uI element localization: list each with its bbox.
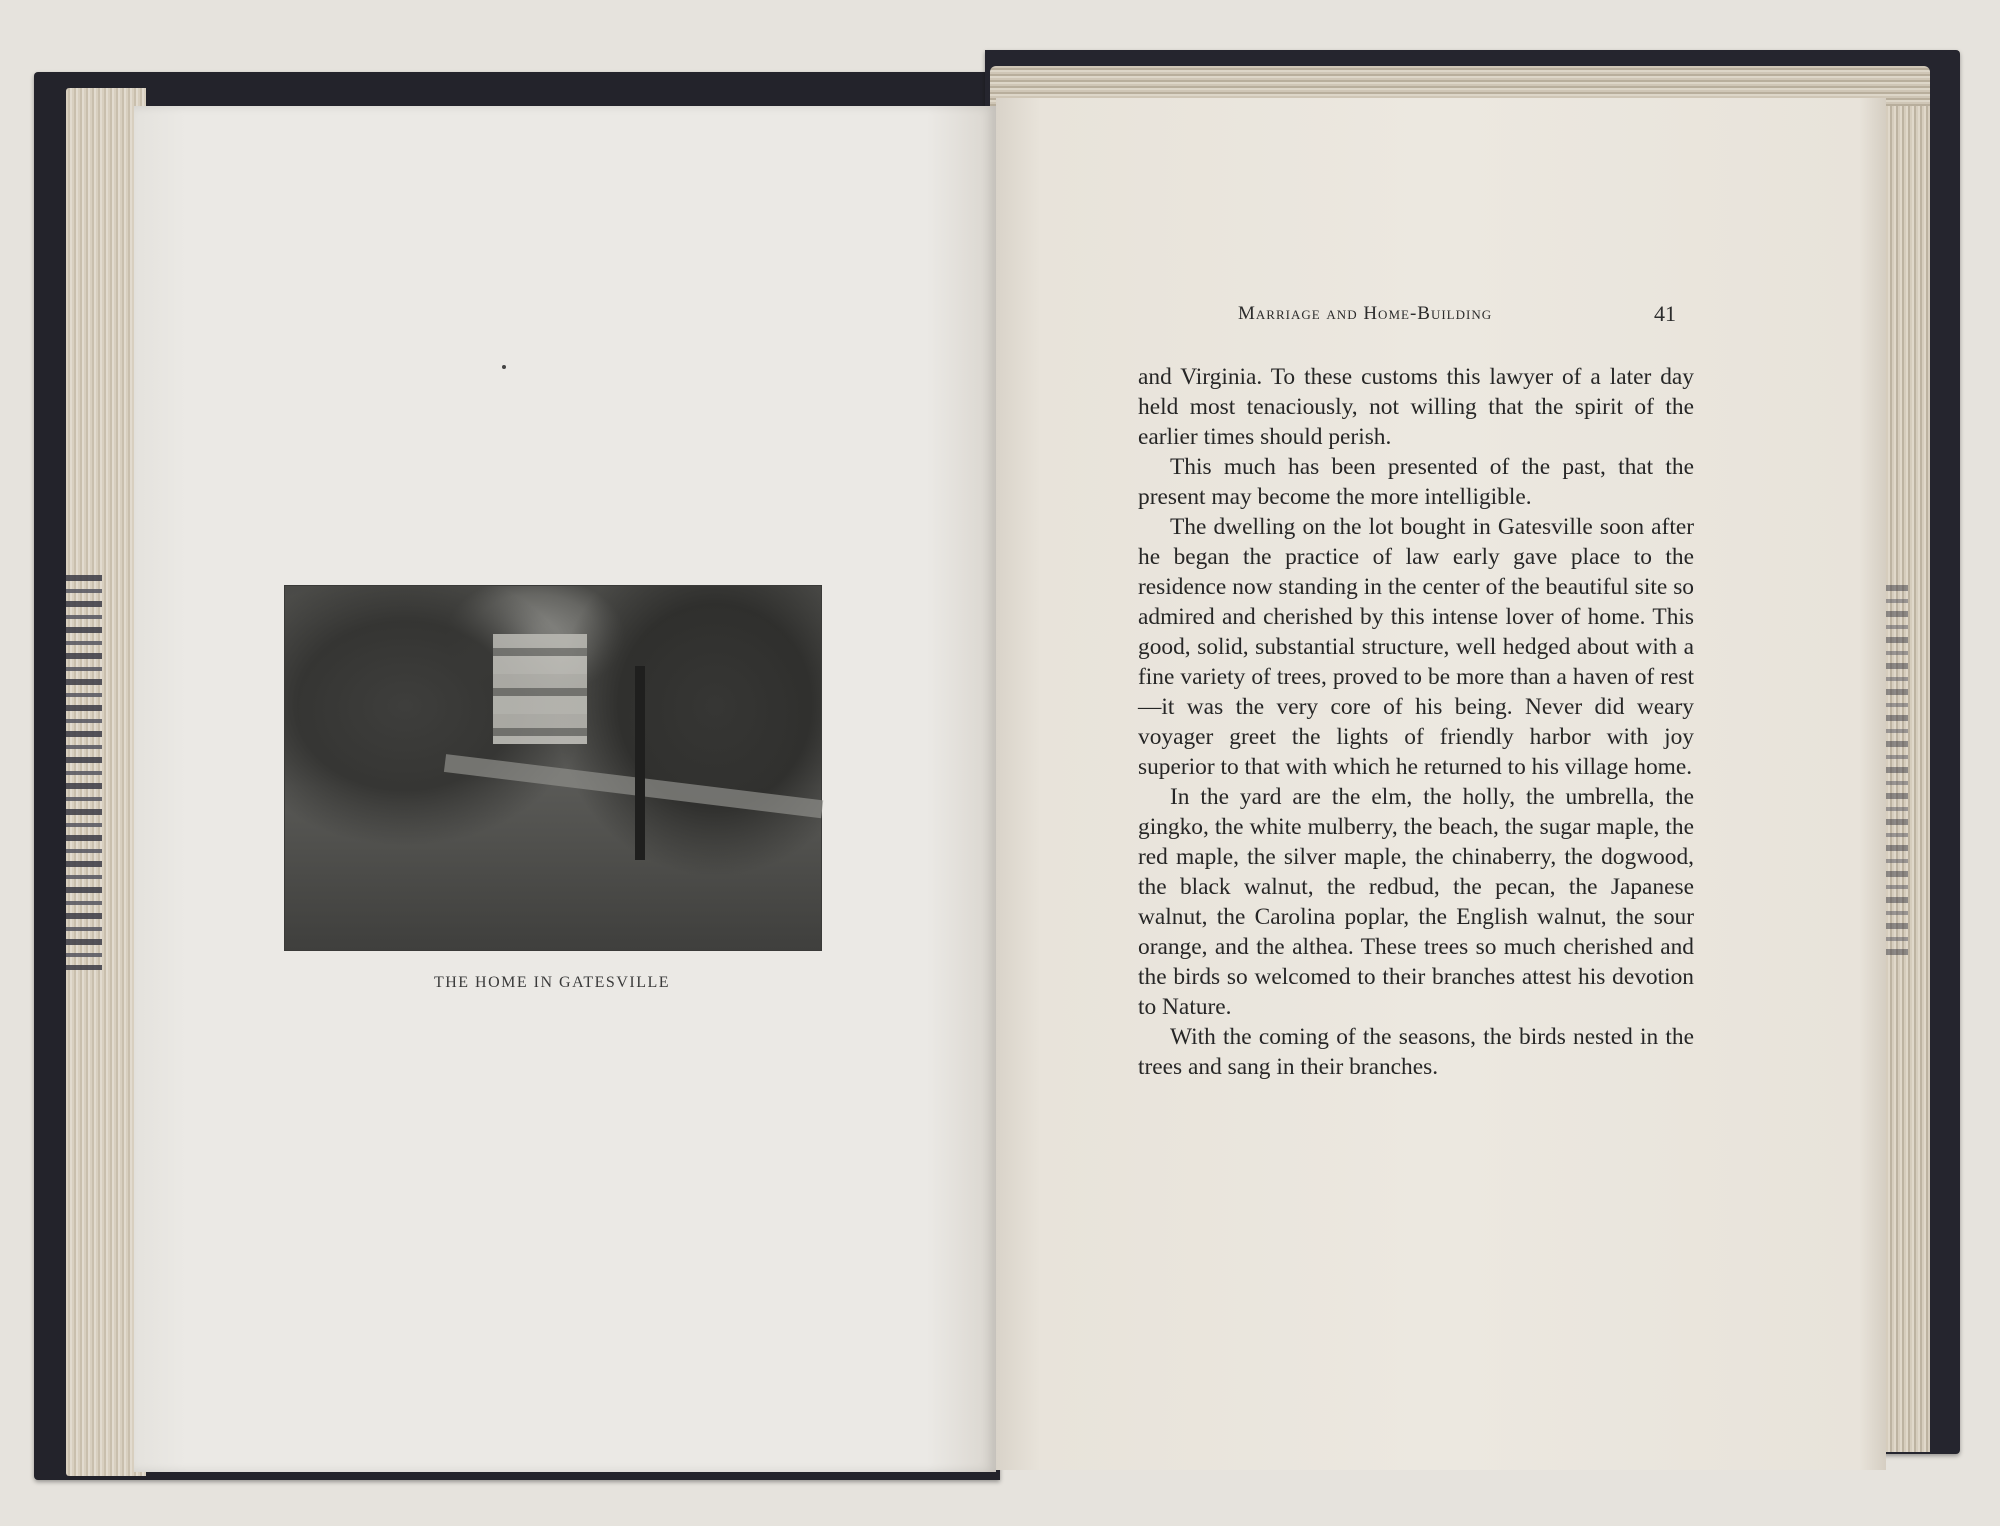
home-photo [284, 585, 822, 951]
page-speck [502, 365, 506, 369]
paragraph: In the yard are the elm, the holly, the umbrella, the gingko, the white mulberry, the beach, the sugar maple, the red maple, the silver maple, the chinaberry, the dogwood, the black walnut, the redbud, the pecan, the Japanese walnut, the Carolina poplar, the English walnut, the sour orange, and the althea. These trees so much cherished and the birds so welcomed to their branches attest his devotion to Nature. [1138, 784, 1694, 1020]
paragraph: and Virginia. To these customs this lawyer of a later day held most tenaciously, not willing that the spirit of the earlier times should perish. [1138, 364, 1694, 450]
path-image [444, 754, 823, 818]
edge-stamp-marks-left [66, 575, 102, 970]
paragraph: The dwelling on the lot bought in Gatesville soon after he began the practice of law early gave place to the residence now standing in the center of the beautiful site so admired and cherished by this intense lover of home. This good, solid, substantial structure, well hedged about with a fine variety of trees, proved to be more than a haven of rest—it was the very core of his being. Never did weary voyager greet the lights of friendly harbor with joy superior to that with which he returned to his village home. [1138, 514, 1694, 780]
house-image [493, 634, 587, 744]
body-text [1138, 362, 1694, 1082]
photo-caption: THE HOME IN GATESVILLE [433, 974, 671, 991]
paragraph: With the coming of the seasons, the birds nested in the trees and sang in their branches. [1138, 1024, 1694, 1080]
paragraph: This much has been presented of the past, that the present may become the more intelligible. [1138, 454, 1694, 510]
tree-trunk-image [635, 666, 645, 860]
running-head: Marriage and Home-Building [1238, 303, 1493, 324]
page-number: 41 [1654, 301, 1676, 326]
